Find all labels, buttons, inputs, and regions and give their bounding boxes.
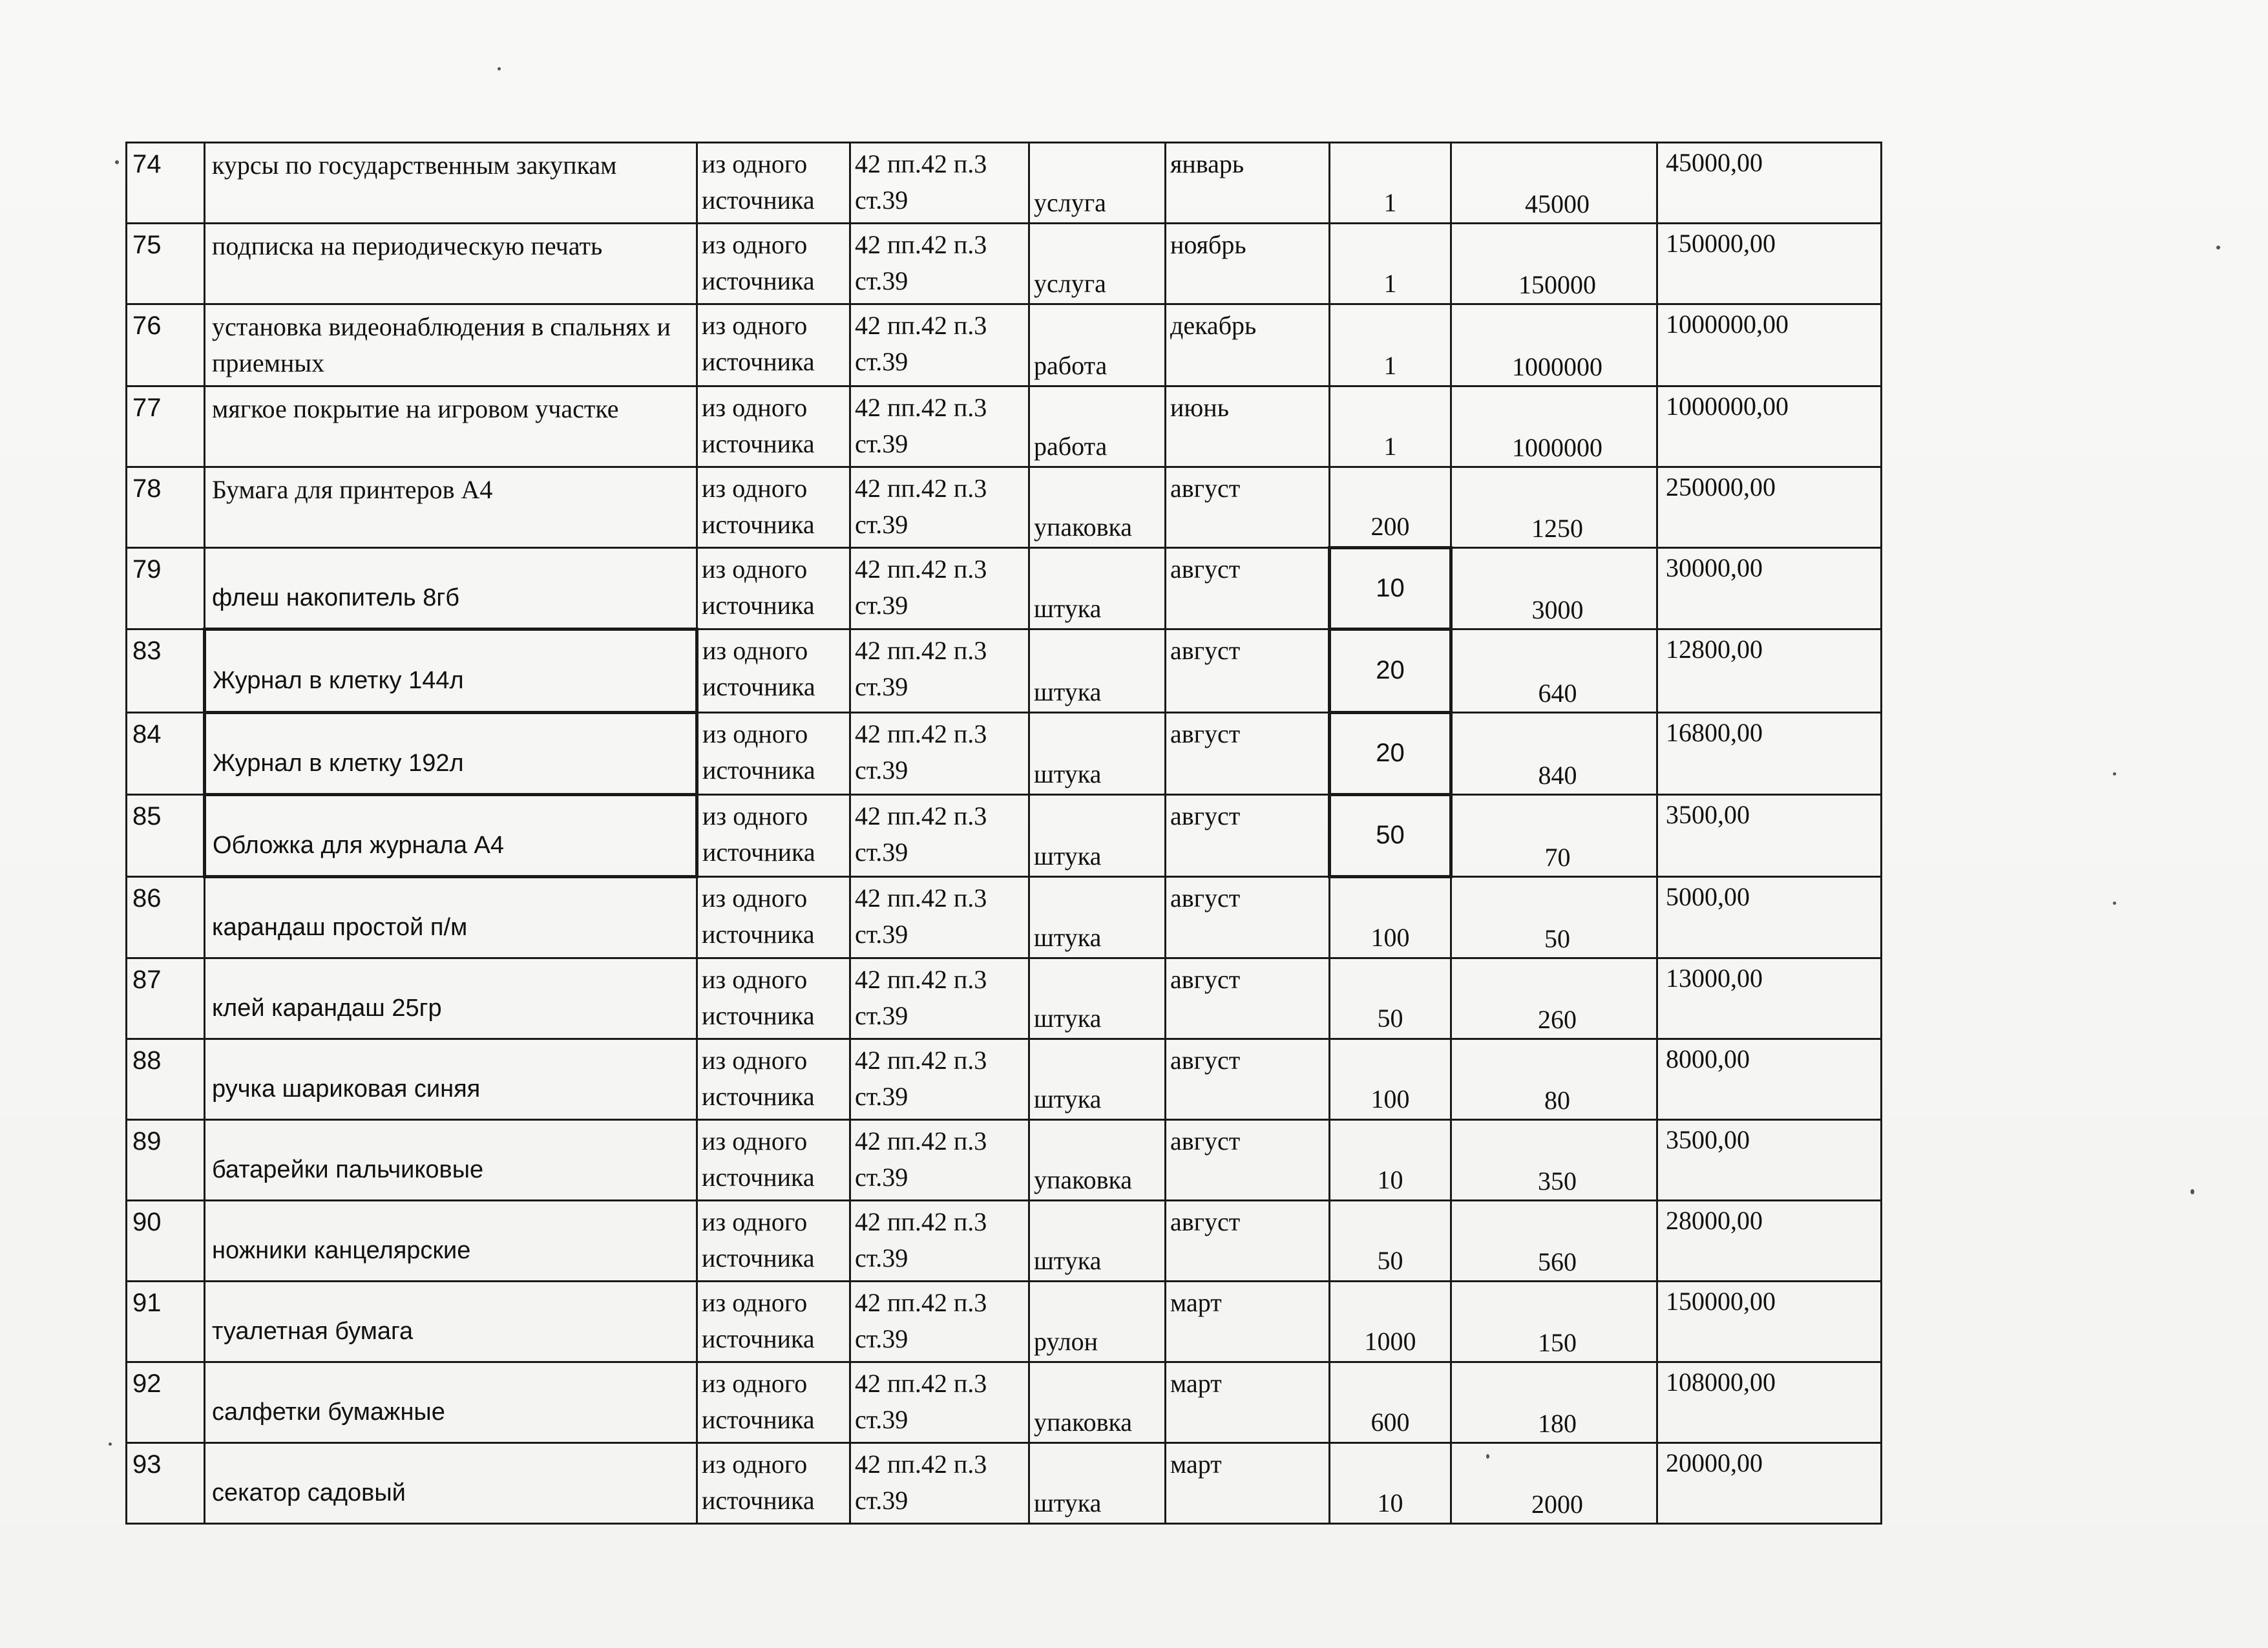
unit-price: 2000 <box>1451 1443 1657 1524</box>
unit-of-measure: работа <box>1029 304 1166 386</box>
row-number: 89 <box>127 1120 205 1201</box>
item-name: Бумага для принтеров А4 <box>205 467 697 548</box>
table-row <box>127 386 1882 467</box>
total-amount: 108000,00 <box>1657 1362 1882 1443</box>
legal-basis: 42 пп.42 п.3 ст.39 <box>850 1039 1029 1120</box>
procurement-month: июнь <box>1166 386 1330 467</box>
row-number: 87 <box>127 958 205 1039</box>
unit-of-measure: упаковка <box>1029 1120 1166 1201</box>
procurement-month: август <box>1166 467 1330 548</box>
procurement-month: декабрь <box>1166 304 1330 386</box>
item-name: флеш накопитель 8гб <box>205 548 697 629</box>
legal-basis: 42 пп.42 п.3 ст.39 <box>850 1443 1029 1524</box>
item-name: батарейки пальчиковые <box>205 1120 697 1201</box>
unit-price: 560 <box>1451 1201 1657 1282</box>
table-row <box>127 1443 1882 1524</box>
item-name: клей карандаш 25гр <box>205 958 697 1039</box>
table-row <box>127 467 1882 548</box>
unit-of-measure: работа <box>1029 386 1166 467</box>
row-number: 90 <box>127 1201 205 1282</box>
table-row <box>127 143 1882 224</box>
row-number: 91 <box>127 1282 205 1362</box>
procurement-month: август <box>1166 877 1330 958</box>
unit-price: 3000 <box>1451 548 1657 629</box>
total-amount: 1000000,00 <box>1657 386 1882 467</box>
procurement-method: из одного источника <box>697 1120 850 1201</box>
procurement-method: из одного источника <box>697 304 850 386</box>
procurement-month: август <box>1166 958 1330 1039</box>
table-row <box>127 713 1882 795</box>
table-row <box>127 1120 1882 1201</box>
legal-basis: 42 пп.42 п.3 ст.39 <box>850 224 1029 304</box>
legal-basis: 42 пп.42 п.3 ст.39 <box>850 143 1029 224</box>
quantity: 10 <box>1330 548 1451 629</box>
total-amount: 45000,00 <box>1657 143 1882 224</box>
row-number: 79 <box>127 548 205 629</box>
total-amount: 30000,00 <box>1657 548 1882 629</box>
table-row <box>127 1039 1882 1120</box>
unit-price: 80 <box>1451 1039 1657 1120</box>
row-number: 83 <box>127 629 205 713</box>
item-name: ручка шариковая синяя <box>205 1039 697 1120</box>
procurement-method: из одного источника <box>697 877 850 958</box>
procurement-month: март <box>1166 1443 1330 1524</box>
unit-of-measure: штука <box>1029 958 1166 1039</box>
procurement-month: август <box>1166 1039 1330 1120</box>
procurement-month: август <box>1166 1120 1330 1201</box>
quantity: 1 <box>1330 304 1451 386</box>
unit-price: 260 <box>1451 958 1657 1039</box>
unit-of-measure: штука <box>1029 713 1166 795</box>
scan-speck <box>2216 246 2220 249</box>
legal-basis: 42 пп.42 п.3 ст.39 <box>850 958 1029 1039</box>
unit-of-measure: рулон <box>1029 1282 1166 1362</box>
total-amount: 3500,00 <box>1657 795 1882 877</box>
procurement-month: август <box>1166 1201 1330 1282</box>
total-amount: 150000,00 <box>1657 1282 1882 1362</box>
total-amount: 13000,00 <box>1657 958 1882 1039</box>
quantity: 1 <box>1330 224 1451 304</box>
procurement-month: август <box>1166 713 1330 795</box>
legal-basis: 42 пп.42 п.3 ст.39 <box>850 877 1029 958</box>
legal-basis: 42 пп.42 п.3 ст.39 <box>850 713 1029 795</box>
scan-speck <box>2113 902 2116 905</box>
procurement-method: из одного источника <box>697 224 850 304</box>
table-row <box>127 958 1882 1039</box>
total-amount: 3500,00 <box>1657 1120 1882 1201</box>
legal-basis: 42 пп.42 п.3 ст.39 <box>850 467 1029 548</box>
row-number: 74 <box>127 143 205 224</box>
row-number: 86 <box>127 877 205 958</box>
procurement-method: из одного источника <box>697 1201 850 1282</box>
row-number: 76 <box>127 304 205 386</box>
procurement-method: из одного источника <box>697 1039 850 1120</box>
unit-of-measure: штука <box>1029 877 1166 958</box>
quantity: 20 <box>1330 629 1451 713</box>
procurement-method: из одного источника <box>697 958 850 1039</box>
procurement-month: март <box>1166 1362 1330 1443</box>
procurement-month: август <box>1166 629 1330 713</box>
unit-price: 70 <box>1451 795 1657 877</box>
item-name: карандаш простой п/м <box>205 877 697 958</box>
unit-price: 150 <box>1451 1282 1657 1362</box>
row-number: 92 <box>127 1362 205 1443</box>
total-amount: 28000,00 <box>1657 1201 1882 1282</box>
table-row <box>127 877 1882 958</box>
table-row <box>127 548 1882 629</box>
unit-of-measure: штука <box>1029 548 1166 629</box>
item-name: Журнал в клетку 192л <box>205 713 697 795</box>
item-name: мягкое покрытие на игровом участке <box>205 386 697 467</box>
legal-basis: 42 пп.42 п.3 ст.39 <box>850 548 1029 629</box>
total-amount: 250000,00 <box>1657 467 1882 548</box>
procurement-method: из одного источника <box>697 1282 850 1362</box>
quantity: 1000 <box>1330 1282 1451 1362</box>
procurement-month: январь <box>1166 143 1330 224</box>
total-amount: 150000,00 <box>1657 224 1882 304</box>
procurement-method: из одного источника <box>697 1443 850 1524</box>
unit-price: 1000000 <box>1451 386 1657 467</box>
quantity: 50 <box>1330 795 1451 877</box>
table-body <box>127 143 1882 1524</box>
legal-basis: 42 пп.42 п.3 ст.39 <box>850 629 1029 713</box>
table-row <box>127 1201 1882 1282</box>
procurement-month: август <box>1166 795 1330 877</box>
procurement-method: из одного источника <box>697 629 850 713</box>
quantity: 10 <box>1330 1120 1451 1201</box>
item-name: ножники канцелярские <box>205 1201 697 1282</box>
quantity: 600 <box>1330 1362 1451 1443</box>
total-amount: 5000,00 <box>1657 877 1882 958</box>
procurement-plan-table <box>125 142 1882 1525</box>
item-name: секатор садовый <box>205 1443 697 1524</box>
item-name: установка видеонаблюдения в спальнях и приемных <box>205 304 697 386</box>
scan-speck <box>498 67 501 70</box>
procurement-method: из одного источника <box>697 795 850 877</box>
legal-basis: 42 пп.42 п.3 ст.39 <box>850 1120 1029 1201</box>
item-name: курсы по государственным закупкам <box>205 143 697 224</box>
unit-price: 350 <box>1451 1120 1657 1201</box>
unit-price: 45000 <box>1451 143 1657 224</box>
procurement-method: из одного источника <box>697 467 850 548</box>
unit-of-measure: упаковка <box>1029 1362 1166 1443</box>
unit-price: 640 <box>1451 629 1657 713</box>
quantity: 50 <box>1330 1201 1451 1282</box>
unit-of-measure: упаковка <box>1029 467 1166 548</box>
quantity: 1 <box>1330 143 1451 224</box>
item-name: подписка на периодическую печать <box>205 224 697 304</box>
legal-basis: 42 пп.42 п.3 ст.39 <box>850 795 1029 877</box>
legal-basis: 42 пп.42 п.3 ст.39 <box>850 1201 1029 1282</box>
quantity: 50 <box>1330 958 1451 1039</box>
scan-speck <box>115 160 119 164</box>
quantity: 1 <box>1330 386 1451 467</box>
procurement-month: ноябрь <box>1166 224 1330 304</box>
total-amount: 8000,00 <box>1657 1039 1882 1120</box>
unit-of-measure: штука <box>1029 1443 1166 1524</box>
procurement-method: из одного источника <box>697 386 850 467</box>
legal-basis: 42 пп.42 п.3 ст.39 <box>850 1282 1029 1362</box>
unit-price: 180 <box>1451 1362 1657 1443</box>
row-number: 77 <box>127 386 205 467</box>
legal-basis: 42 пп.42 п.3 ст.39 <box>850 304 1029 386</box>
quantity: 20 <box>1330 713 1451 795</box>
legal-basis: 42 пп.42 п.3 ст.39 <box>850 386 1029 467</box>
unit-of-measure: штука <box>1029 1201 1166 1282</box>
row-number: 84 <box>127 713 205 795</box>
procurement-month: март <box>1166 1282 1330 1362</box>
quantity: 100 <box>1330 877 1451 958</box>
unit-of-measure: штука <box>1029 795 1166 877</box>
row-number: 88 <box>127 1039 205 1120</box>
total-amount: 20000,00 <box>1657 1443 1882 1524</box>
unit-price: 150000 <box>1451 224 1657 304</box>
procurement-method: из одного источника <box>697 548 850 629</box>
unit-of-measure: штука <box>1029 1039 1166 1120</box>
unit-price: 1250 <box>1451 467 1657 548</box>
unit-price: 840 <box>1451 713 1657 795</box>
unit-of-measure: услуга <box>1029 143 1166 224</box>
unit-price: 1000000 <box>1451 304 1657 386</box>
quantity: 200 <box>1330 467 1451 548</box>
total-amount: 16800,00 <box>1657 713 1882 795</box>
unit-of-measure: услуга <box>1029 224 1166 304</box>
table-row <box>127 1362 1882 1443</box>
row-number: 85 <box>127 795 205 877</box>
unit-of-measure: штука <box>1029 629 1166 713</box>
row-number: 93 <box>127 1443 205 1524</box>
table-row <box>127 1282 1882 1362</box>
quantity: 100 <box>1330 1039 1451 1120</box>
scan-speck <box>2190 1189 2194 1194</box>
procurement-method: из одного источника <box>697 713 850 795</box>
procurement-method: из одного источника <box>697 1362 850 1443</box>
scan-speck <box>109 1442 112 1446</box>
item-name: салфетки бумажные <box>205 1362 697 1443</box>
total-amount: 1000000,00 <box>1657 304 1882 386</box>
table-row <box>127 629 1882 713</box>
item-name: Журнал в клетку 144л <box>205 629 697 713</box>
unit-price: 50 <box>1451 877 1657 958</box>
item-name: туалетная бумага <box>205 1282 697 1362</box>
procurement-method: из одного источника <box>697 143 850 224</box>
item-name: Обложка для журнала А4 <box>205 795 697 877</box>
total-amount: 12800,00 <box>1657 629 1882 713</box>
table-row <box>127 795 1882 877</box>
table-row <box>127 304 1882 386</box>
table-row <box>127 224 1882 304</box>
quantity: 10 <box>1330 1443 1451 1524</box>
row-number: 78 <box>127 467 205 548</box>
legal-basis: 42 пп.42 п.3 ст.39 <box>850 1362 1029 1443</box>
row-number: 75 <box>127 224 205 304</box>
procurement-month: август <box>1166 548 1330 629</box>
scan-speck <box>2113 772 2116 776</box>
